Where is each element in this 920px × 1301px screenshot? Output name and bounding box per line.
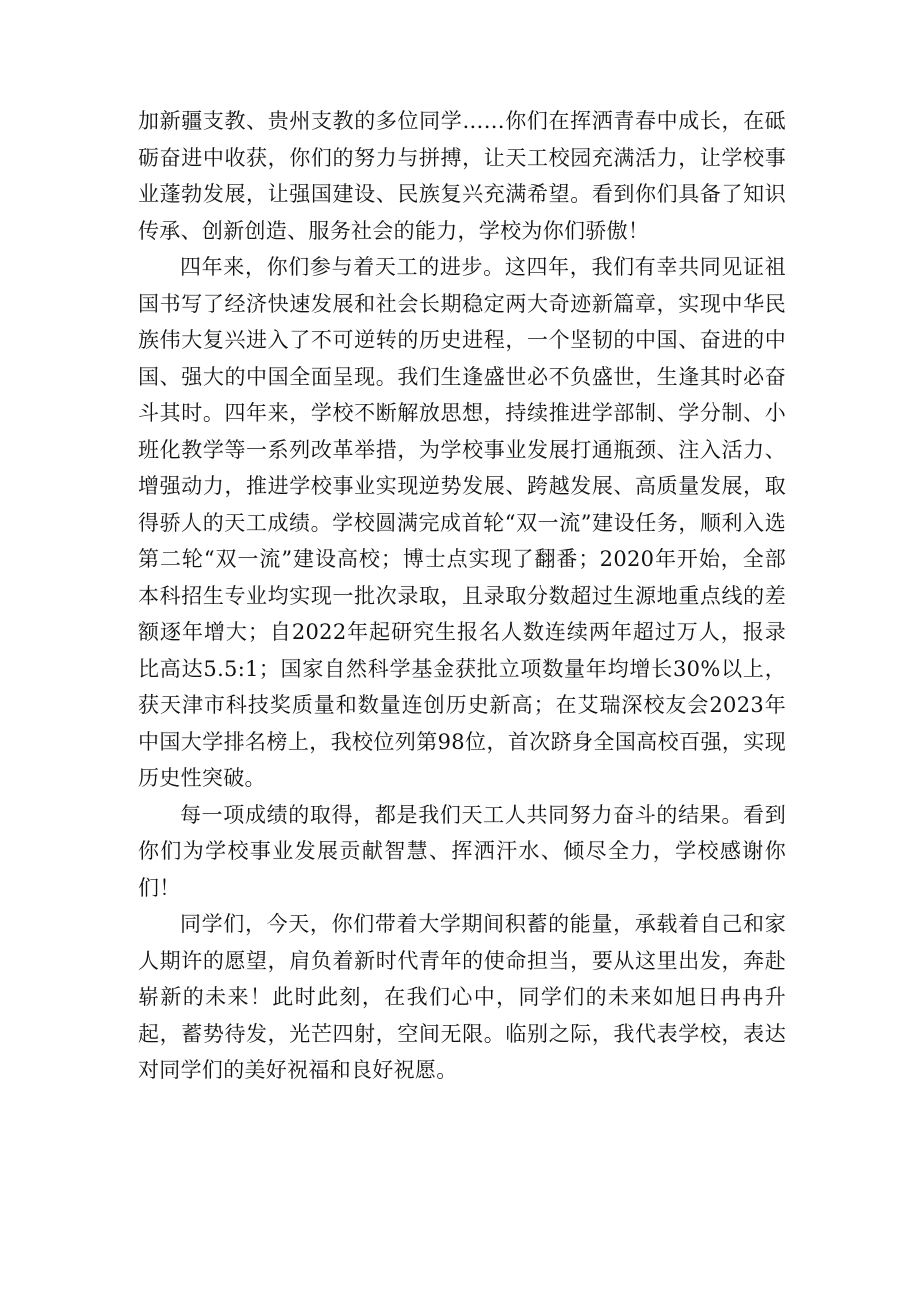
paragraph-4: 同学们，今天，你们带着大学期间积蓄的能量，承载着自己和家人期许的愿望，肩负着新时代青年的使命担当，要从这里出发，奔赴崭新的未来！此时此刻，在我们心中，同学们的未来如旭日冉冉升起，蓄势待发，光芒四射，空间无限。临别之际，我代表学校，表达对同学们的美好祝福和良好祝愿。 — [138, 912, 786, 1082]
paragraph-1: 加新疆支教、贵州支教的多位同学……你们在挥洒青春中成长，在砥砺奋进中收获，你们的努力与拼搏，让天工校园充满活力，让学校事业蓬勃发展，让强国建设、民族复兴充满希望。看到你们具备了知识传承、创新创造、服务社会的能力，学校为你们骄傲！ — [138, 109, 786, 243]
paragraph-3: 每一项成绩的取得，都是我们天工人共同努力奋斗的结果。看到你们为学校事业发展贡献智慧、挥洒汗水、倾尽全力，学校感谢你们！ — [138, 802, 786, 900]
body-text — [138, 103, 786, 1089]
paragraph-2: 四年来，你们参与着天工的进步。这四年，我们有幸共同见证祖国书写了经济快速发展和社会长期稳定两大奇迹新篇章，实现中华民族伟大复兴进入了不可逆转的历史进程，一个坚韧的中国、奋进的中国、强大的中国全面呈现。我们生逢盛世必不负盛世，生逢其时必奋斗其时。四年来，学校不断解放思想，持续推进学部制、学分制、小班化教学等一系列改革举措，为学校事业发展打通瓶颈、注入活力、增强动力，推进学校事业实现逆势发展、跨越发展、高质量发展，取得骄人的天工成绩。学校圆满完成首轮“双一流”建设任务，顺利入选第二轮“双一流”建设高校；博士点实现了翻番；2020年开始，全部本科招生专业均实现一批次录取，且录取分数超过生源地重点线的差额逐年增大；自2022年起研究生报名人数连续两年超过万人，报录比高达5.5:1；国家自然科学基金获批立项数量年均增长30%以上，获天津市科技奖质量和数量连创历史新高；在艾瑞深校友会2023年中国大学排名榜上，我校位列第98位，首次跻身全国高校百强，实现历史性突破。 — [138, 255, 786, 790]
